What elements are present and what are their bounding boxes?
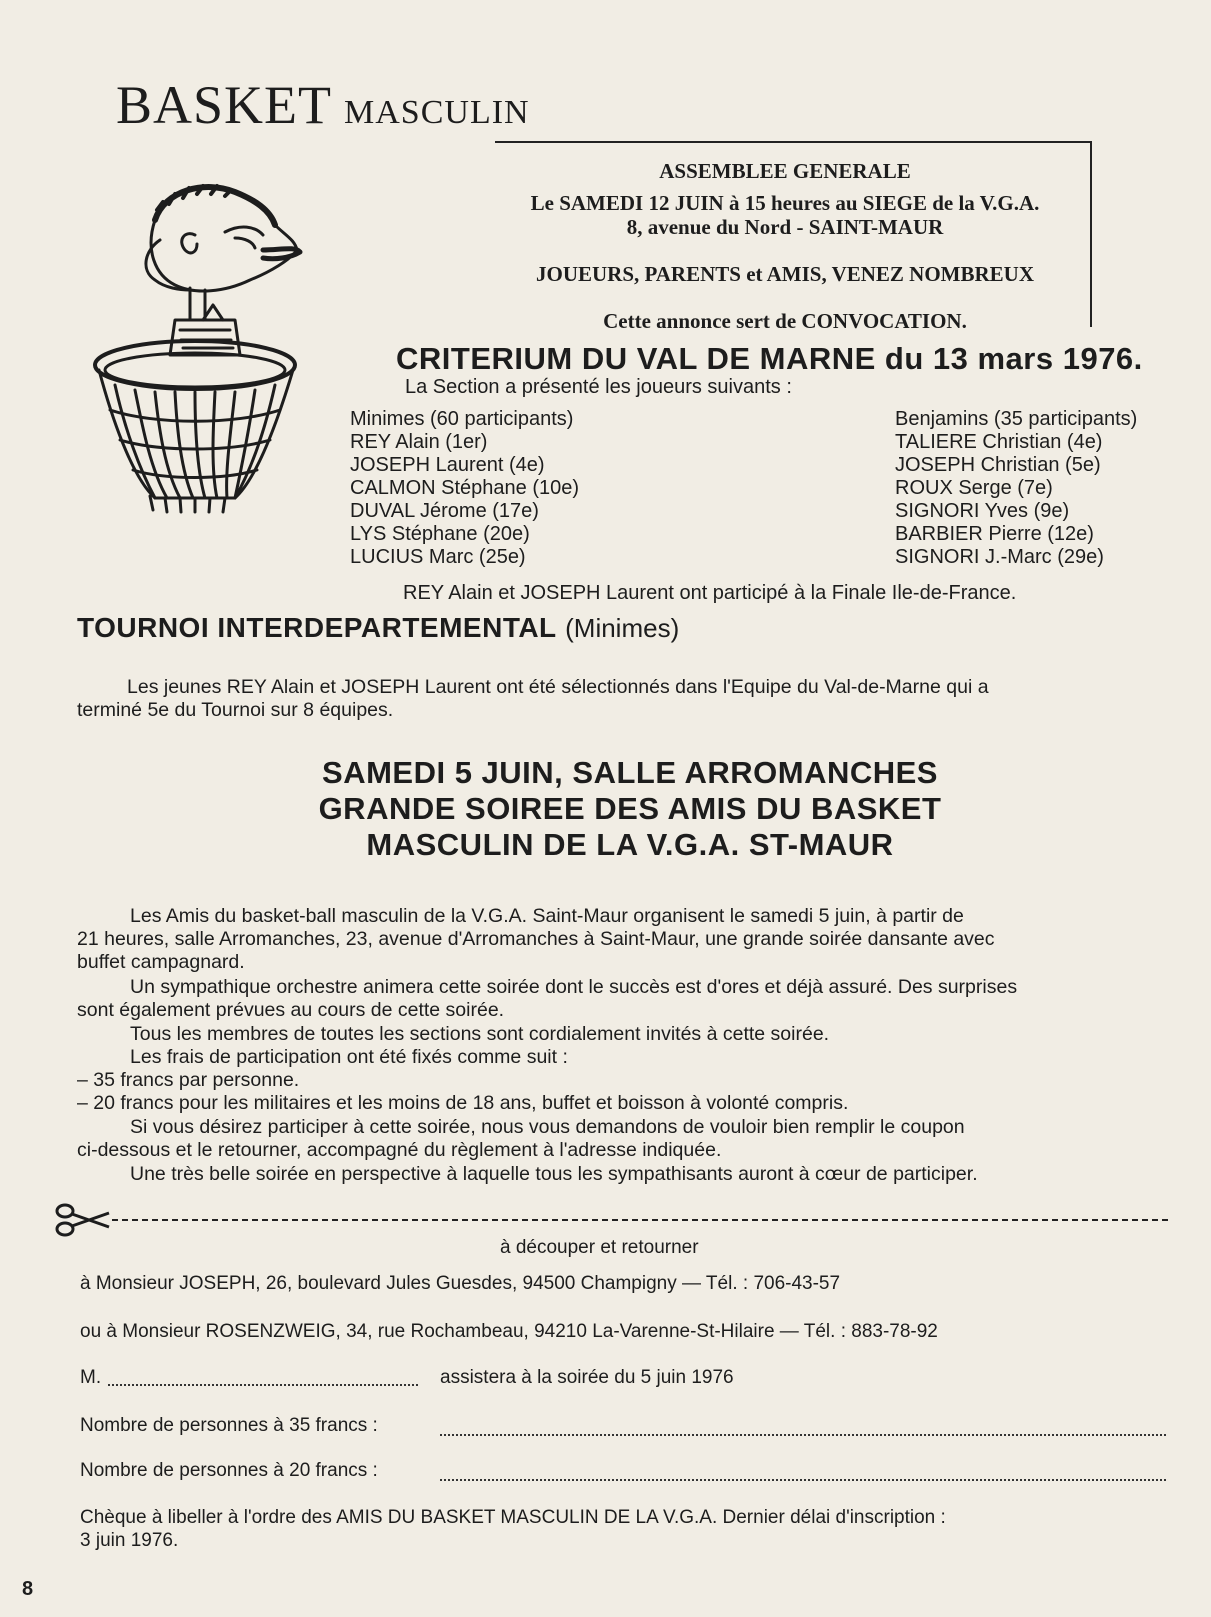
coupon-m-label: M.	[80, 1367, 102, 1388]
list-item: SIGNORI J.-Marc (29e)	[895, 546, 1104, 568]
nb20-field[interactable]	[440, 1479, 1166, 1481]
list-item: ROUX Serge (7e)	[895, 477, 1053, 499]
soiree-heading-line: GRANDE SOIREE DES AMIS DU BASKET	[318, 791, 942, 826]
soiree-line: – 20 francs pour les militaires et les moins de 18 ans, buffet et boisson à volonté compris.	[77, 1092, 849, 1114]
minimes-header: Minimes (60 participants)	[350, 408, 574, 430]
soiree-heading	[260, 755, 1000, 863]
soiree-line: Les Amis du basket-ball masculin de la V.G.A. Saint-Maur organisent le samedi 5 juin, à partir de	[130, 905, 964, 927]
list-item: BARBIER Pierre (12e)	[895, 523, 1094, 545]
title-basket: BASKET	[116, 75, 333, 135]
soiree-line: Les frais de participation ont été fixés comme suit :	[130, 1046, 568, 1068]
assembly-line2: 8, avenue du Nord - SAINT-MAUR	[626, 215, 944, 239]
criterium-title: CRITERIUM DU VAL DE MARNE du 13 mars 1976.	[396, 341, 1143, 376]
coupon-assist: assistera à la soirée du 5 juin 1976	[440, 1367, 734, 1388]
nb35-field[interactable]	[440, 1434, 1166, 1436]
list-item: CALMON Stéphane (10e)	[350, 477, 580, 499]
soiree-line: Tous les membres de toutes les sections sont cordialement invités à cette soirée.	[130, 1023, 830, 1045]
soiree-line: Une très belle soirée en perspective à laquelle tous les sympathisants auront à cœur de participer.	[130, 1163, 978, 1185]
list-item: JOSEPH Christian (5e)	[895, 454, 1101, 476]
benjamins-header: Benjamins (35 participants)	[895, 408, 1138, 430]
title-masculin: MASCULIN	[344, 94, 530, 131]
list-item: DUVAL Jérome (17e)	[350, 500, 539, 522]
coupon-cut-label: à découper et retourner	[500, 1237, 699, 1258]
soiree-heading-line: MASCULIN DE LA V.G.A. ST-MAUR	[366, 827, 894, 862]
soiree-line: Si vous désirez participer à cette soirée, nous vous demandons de vouloir bien remplir le coupon	[130, 1116, 965, 1138]
assembly-bracket-side	[1090, 141, 1092, 327]
tournoi-text-line2: terminé 5e du Tournoi sur 8 équipes.	[77, 699, 394, 721]
basket-player-illustration	[85, 180, 315, 520]
tournoi-title-main: TOURNOI INTERDEPARTEMENTAL	[77, 612, 557, 643]
tournoi-text-line1: Les jeunes REY Alain et JOSEPH Laurent ont été sélectionnés dans l'Equipe du Val-de-Marne qui a	[127, 676, 989, 698]
soiree-line: – 35 francs par personne.	[77, 1069, 300, 1091]
coupon-address-rosenzweig: ou à Monsieur ROSENZWEIG, 34, rue Rochambeau, 94210 La-Varenne-St-Hilaire — Tél. : 883-78-92	[80, 1321, 938, 1342]
criterium-intro: La Section a présenté les joueurs suivants :	[405, 376, 792, 398]
soiree-line: Un sympathique orchestre animera cette soirée dont le succès est d'ores et déjà assuré. Des surprises	[130, 976, 1018, 998]
soiree-line: buffet campagnard.	[77, 951, 245, 973]
coupon-nb35-label: Nombre de personnes à 35 francs :	[80, 1415, 378, 1436]
soiree-line: 21 heures, salle Arromanches, 23, avenue d'Arromanches à Saint-Maur, une grande soirée dansante avec	[77, 928, 995, 950]
list-item: LYS Stéphane (20e)	[350, 523, 530, 545]
list-item: REY Alain (1er)	[350, 431, 488, 453]
list-item: SIGNORI Yves (9e)	[895, 500, 1070, 522]
coupon-cheque-line1: Chèque à libeller à l'ordre des AMIS DU BASKET MASCULIN DE LA V.G.A. Dernier délai d'inscription :	[80, 1507, 946, 1528]
list-item: LUCIUS Marc (25e)	[350, 546, 526, 568]
assembly-title: ASSEMBLEE GENERALE	[659, 159, 911, 183]
coupon-cheque-line2: 3 juin 1976.	[80, 1530, 179, 1551]
soiree-line: ci-dessous et le retourner, accompagné du règlement à l'adresse indiquée.	[77, 1139, 722, 1161]
page-number: 8	[22, 1578, 34, 1600]
coupon-nb20-label: Nombre de personnes à 20 francs :	[80, 1460, 378, 1481]
name-field[interactable]	[108, 1384, 418, 1386]
tournoi-title	[77, 612, 679, 644]
assembly-line3: JOUEURS, PARENTS et AMIS, VENEZ NOMBREUX	[535, 262, 1035, 286]
minimes-list	[350, 408, 579, 569]
scissors-icon	[55, 1203, 111, 1237]
benjamins-list	[895, 408, 1137, 569]
assembly-line4: Cette annonce sert de CONVOCATION.	[603, 309, 967, 333]
list-item: JOSEPH Laurent (4e)	[350, 454, 545, 476]
criterium-note: REY Alain et JOSEPH Laurent ont participé à la Finale Ile-de-France.	[403, 582, 1017, 604]
assembly-bracket-top	[495, 141, 1092, 143]
cut-line	[112, 1219, 1168, 1221]
tournoi-title-sub: (Minimes)	[565, 613, 680, 643]
soiree-heading-line: SAMEDI 5 JUIN, SALLE ARROMANCHES	[322, 755, 938, 790]
assembly-line1: Le SAMEDI 12 JUIN à 15 heures au SIEGE de la V.G.A.	[530, 191, 1040, 215]
list-item: TALIERE Christian (4e)	[895, 431, 1103, 453]
coupon-address-joseph: à Monsieur JOSEPH, 26, boulevard Jules Guesdes, 94500 Champigny — Tél. : 706-43-57	[80, 1273, 841, 1294]
page-title	[116, 74, 530, 136]
soiree-line: sont également prévues au cours de cette soirée.	[77, 999, 505, 1021]
